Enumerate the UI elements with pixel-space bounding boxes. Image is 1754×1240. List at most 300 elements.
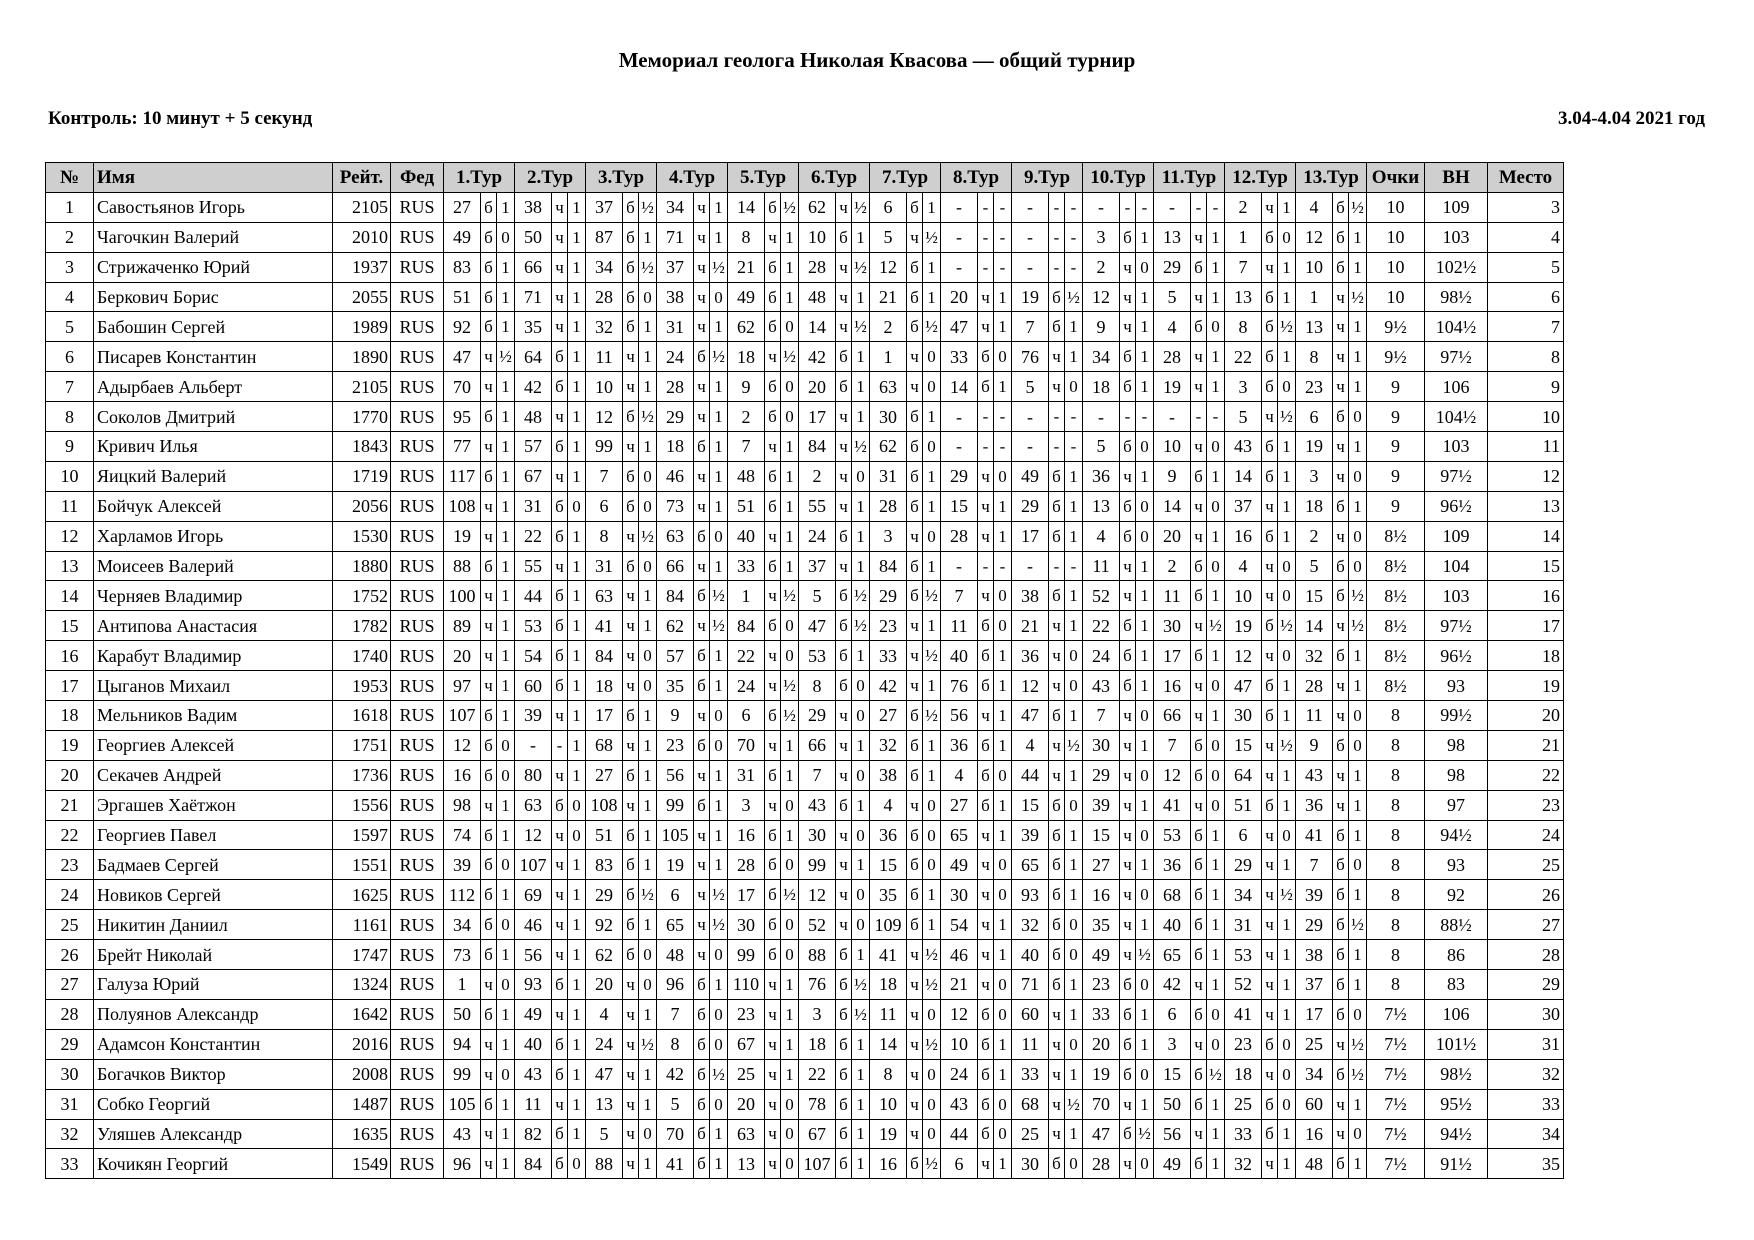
round-color: ч xyxy=(694,282,710,312)
round-color: ч xyxy=(1120,940,1136,970)
player-place: 12 xyxy=(1488,461,1564,491)
player-place: 34 xyxy=(1488,1119,1564,1149)
round-opponent: 105 xyxy=(444,1089,481,1119)
player-rating: 2105 xyxy=(333,372,391,402)
round-opponent: 33 xyxy=(1012,1059,1049,1089)
round-result: ½ xyxy=(710,342,728,372)
round-color: ч xyxy=(1333,312,1349,342)
round-opponent: 67 xyxy=(799,1119,836,1149)
round-result: 1 xyxy=(710,850,728,880)
round-color: б xyxy=(1262,372,1278,402)
player-number: 31 xyxy=(46,1089,94,1119)
round-color: б xyxy=(1049,850,1065,880)
round-opponent: 29 xyxy=(799,701,836,731)
round-opponent: 7 xyxy=(586,461,623,491)
round-color: б xyxy=(623,282,639,312)
round-color: ч xyxy=(1049,1029,1065,1059)
round-opponent: 6 xyxy=(586,491,623,521)
round-opponent: 23 xyxy=(728,999,765,1029)
round-result: 1 xyxy=(994,910,1012,940)
round-color: ч xyxy=(552,760,568,790)
round-color: ч xyxy=(1191,611,1207,641)
round-opponent: 24 xyxy=(799,521,836,551)
player-place: 27 xyxy=(1488,910,1564,940)
player-place: 8 xyxy=(1488,342,1564,372)
round-result: 1 xyxy=(568,581,586,611)
round-result: ½ xyxy=(1278,880,1296,910)
round-color: ч xyxy=(836,432,852,462)
round-opponent: 53 xyxy=(799,641,836,671)
round-result: 1 xyxy=(1136,850,1154,880)
round-result: 0 xyxy=(1065,910,1083,940)
round-opponent: 20 xyxy=(1083,1029,1120,1059)
round-color: б xyxy=(1049,521,1065,551)
round-color: ч xyxy=(1262,999,1278,1029)
round-result: - xyxy=(994,222,1012,252)
player-points: 7½ xyxy=(1367,1029,1425,1059)
player-bh: 97½ xyxy=(1425,461,1488,491)
round-opponent: 39 xyxy=(515,701,552,731)
table-row xyxy=(46,701,1564,731)
round-opponent: 40 xyxy=(728,521,765,551)
round-opponent: 12 xyxy=(870,252,907,282)
round-result: ½ xyxy=(923,1029,941,1059)
round-result: 1 xyxy=(639,1089,657,1119)
round-color: б xyxy=(623,850,639,880)
round-result: 0 xyxy=(1207,760,1225,790)
round-result: 1 xyxy=(781,282,799,312)
round-result: 0 xyxy=(1278,1089,1296,1119)
round-result: 1 xyxy=(1136,581,1154,611)
round-color: б xyxy=(1049,282,1065,312)
round-color: б xyxy=(552,970,568,1000)
round-color: б xyxy=(481,461,497,491)
round-opponent: 33 xyxy=(1225,1119,1262,1149)
player-points: 7½ xyxy=(1367,1149,1425,1179)
round-opponent: 63 xyxy=(657,521,694,551)
player-federation: RUS xyxy=(391,521,444,551)
standings-table xyxy=(45,162,1564,1179)
round-result: 0 xyxy=(1278,372,1296,402)
round-color: б xyxy=(1191,461,1207,491)
round-result: 1 xyxy=(710,461,728,491)
round-result: 1 xyxy=(497,521,515,551)
round-color: б xyxy=(1333,820,1349,850)
round-result: ½ xyxy=(1065,1089,1083,1119)
round-opponent: 67 xyxy=(728,1029,765,1059)
round-opponent: 94 xyxy=(444,1029,481,1059)
round-opponent: 107 xyxy=(799,1149,836,1179)
round-result: 1 xyxy=(710,222,728,252)
round-result: ½ xyxy=(852,581,870,611)
player-federation: RUS xyxy=(391,1059,444,1089)
player-bh: 91½ xyxy=(1425,1149,1488,1179)
round-result: 1 xyxy=(1136,641,1154,671)
round-opponent: - xyxy=(941,402,978,432)
round-result: 1 xyxy=(781,551,799,581)
player-bh: 103 xyxy=(1425,432,1488,462)
player-number: 6 xyxy=(46,342,94,372)
round-color: ч xyxy=(907,790,923,820)
round-opponent: 40 xyxy=(515,1029,552,1059)
player-name: Цыганов Михаил xyxy=(94,671,333,701)
round-opponent: 41 xyxy=(1296,820,1333,850)
round-result: 1 xyxy=(1278,432,1296,462)
round-color: ч xyxy=(1333,372,1349,402)
round-opponent: 68 xyxy=(586,730,623,760)
round-opponent: 34 xyxy=(1083,342,1120,372)
round-result: 1 xyxy=(1349,880,1367,910)
round-color: ч xyxy=(694,222,710,252)
round-color: б xyxy=(765,312,781,342)
round-color: ч xyxy=(1191,701,1207,731)
round-color: ч xyxy=(1333,611,1349,641)
player-points: 8½ xyxy=(1367,671,1425,701)
player-bh: 101½ xyxy=(1425,1029,1488,1059)
round-opponent: 18 xyxy=(1225,1059,1262,1089)
round-result: 1 xyxy=(639,432,657,462)
round-color: ч xyxy=(1262,491,1278,521)
round-color: б xyxy=(765,880,781,910)
round-result: 1 xyxy=(852,1059,870,1089)
round-result: 1 xyxy=(1207,850,1225,880)
round-color: б xyxy=(1191,910,1207,940)
round-color: б xyxy=(907,192,923,222)
round-color: ч xyxy=(1262,1059,1278,1089)
round-color: ч xyxy=(481,1029,497,1059)
round-result: 0 xyxy=(1065,790,1083,820)
round-color: б xyxy=(623,252,639,282)
round-result: 1 xyxy=(1065,970,1083,1000)
round-result: 1 xyxy=(568,850,586,880)
round-result: 1 xyxy=(1065,701,1083,731)
round-color: б xyxy=(481,940,497,970)
round-opponent: 2 xyxy=(799,461,836,491)
player-place: 35 xyxy=(1488,1149,1564,1179)
header-round: 5.Тур xyxy=(728,163,799,193)
round-color: ч xyxy=(1191,1029,1207,1059)
player-name: Антипова Анастасия xyxy=(94,611,333,641)
round-color: б xyxy=(1191,641,1207,671)
round-opponent: 20 xyxy=(941,282,978,312)
player-bh: 97½ xyxy=(1425,611,1488,641)
round-color: ч xyxy=(907,521,923,551)
round-result: 0 xyxy=(1207,671,1225,701)
round-result: ½ xyxy=(1278,611,1296,641)
round-color: ч xyxy=(836,252,852,282)
round-color: ч xyxy=(552,701,568,731)
round-opponent: - xyxy=(1012,222,1049,252)
round-result: 1 xyxy=(568,551,586,581)
round-result: 1 xyxy=(1349,970,1367,1000)
round-color: б xyxy=(694,1029,710,1059)
round-color: б xyxy=(1191,730,1207,760)
round-opponent: 51 xyxy=(586,820,623,850)
round-opponent: 19 xyxy=(1225,611,1262,641)
round-result: 1 xyxy=(497,432,515,462)
round-result: 0 xyxy=(568,790,586,820)
player-points: 10 xyxy=(1367,192,1425,222)
round-color: ч xyxy=(694,701,710,731)
round-opponent: 42 xyxy=(657,1059,694,1089)
round-color: ч xyxy=(552,1089,568,1119)
round-opponent: 38 xyxy=(515,192,552,222)
round-result: 1 xyxy=(568,1119,586,1149)
round-result: ½ xyxy=(1349,1059,1367,1089)
player-bh: 83 xyxy=(1425,970,1488,1000)
round-color: ч xyxy=(1262,252,1278,282)
player-bh: 109 xyxy=(1425,192,1488,222)
round-opponent: 16 xyxy=(1225,521,1262,551)
round-result: ½ xyxy=(923,222,941,252)
round-color: б xyxy=(1191,312,1207,342)
round-color: б xyxy=(765,282,781,312)
round-color: - xyxy=(978,222,994,252)
round-color: ч xyxy=(1191,491,1207,521)
round-opponent: 36 xyxy=(941,730,978,760)
player-rating: 2010 xyxy=(333,222,391,252)
round-result: 1 xyxy=(1207,521,1225,551)
round-color: ч xyxy=(1120,790,1136,820)
round-color: б xyxy=(1262,611,1278,641)
round-result: 1 xyxy=(994,282,1012,312)
round-opponent: 44 xyxy=(941,1119,978,1149)
round-result: 1 xyxy=(923,760,941,790)
round-result: 1 xyxy=(497,701,515,731)
round-color: б xyxy=(836,521,852,551)
player-points: 7½ xyxy=(1367,1059,1425,1089)
round-result: ½ xyxy=(710,581,728,611)
round-opponent: 97 xyxy=(444,671,481,701)
round-result: 0 xyxy=(781,641,799,671)
round-opponent: 30 xyxy=(1154,611,1191,641)
round-color: ч xyxy=(765,671,781,701)
round-result: 1 xyxy=(1278,760,1296,790)
round-opponent: 9 xyxy=(1083,312,1120,342)
round-result: 0 xyxy=(852,880,870,910)
round-opponent: 47 xyxy=(1083,1119,1120,1149)
round-opponent: 14 xyxy=(941,372,978,402)
round-opponent: 31 xyxy=(728,760,765,790)
header-round: 11.Тур xyxy=(1154,163,1225,193)
round-opponent: 13 xyxy=(1225,282,1262,312)
round-result: 1 xyxy=(781,432,799,462)
round-result: 1 xyxy=(568,970,586,1000)
round-color: ч xyxy=(1049,999,1065,1029)
round-color: б xyxy=(907,312,923,342)
round-color: ч xyxy=(694,491,710,521)
round-color: ч xyxy=(623,1029,639,1059)
round-result: - xyxy=(1065,222,1083,252)
round-color: б xyxy=(552,372,568,402)
round-result: 0 xyxy=(1136,491,1154,521)
round-result: 0 xyxy=(1278,1059,1296,1089)
round-opponent: 28 xyxy=(728,850,765,880)
round-color: ч xyxy=(978,581,994,611)
round-color: б xyxy=(836,641,852,671)
round-opponent: 27 xyxy=(1083,850,1120,880)
round-result: 0 xyxy=(1065,1029,1083,1059)
round-result: - xyxy=(1065,192,1083,222)
player-place: 20 xyxy=(1488,701,1564,731)
round-result: 1 xyxy=(923,910,941,940)
header-round: 4.Тур xyxy=(657,163,728,193)
header-round: 1.Тур xyxy=(444,163,515,193)
round-result: - xyxy=(1065,432,1083,462)
round-result: 1 xyxy=(1278,1119,1296,1149)
player-number: 10 xyxy=(46,461,94,491)
player-rating: 2056 xyxy=(333,491,391,521)
round-opponent: 74 xyxy=(444,820,481,850)
round-opponent: - xyxy=(1012,402,1049,432)
round-opponent: 13 xyxy=(1296,312,1333,342)
round-color: б xyxy=(836,1149,852,1179)
round-opponent: 30 xyxy=(799,820,836,850)
player-place: 3 xyxy=(1488,192,1564,222)
header-place: Место xyxy=(1488,163,1564,193)
player-points: 9 xyxy=(1367,432,1425,462)
round-opponent: 23 xyxy=(1083,970,1120,1000)
round-opponent: 40 xyxy=(1154,910,1191,940)
player-name: Карабут Владимир xyxy=(94,641,333,671)
round-result: 0 xyxy=(497,222,515,252)
round-result: ½ xyxy=(923,581,941,611)
player-points: 8 xyxy=(1367,701,1425,731)
player-federation: RUS xyxy=(391,1149,444,1179)
round-opponent: 24 xyxy=(728,671,765,701)
round-opponent: 30 xyxy=(870,402,907,432)
round-result: 1 xyxy=(497,551,515,581)
round-color: ч xyxy=(836,491,852,521)
player-bh: 97 xyxy=(1425,790,1488,820)
round-result: 1 xyxy=(1207,581,1225,611)
round-color: ч xyxy=(1191,342,1207,372)
round-result: 0 xyxy=(923,1119,941,1149)
round-opponent: 3 xyxy=(1296,461,1333,491)
round-color: б xyxy=(978,790,994,820)
round-result: 1 xyxy=(1207,880,1225,910)
round-opponent: 6 xyxy=(657,880,694,910)
round-result: 0 xyxy=(852,461,870,491)
player-place: 29 xyxy=(1488,970,1564,1000)
round-result: 1 xyxy=(1349,342,1367,372)
round-opponent: 67 xyxy=(515,461,552,491)
round-result: 1 xyxy=(852,372,870,402)
player-name: Адырбаев Альберт xyxy=(94,372,333,402)
player-federation: RUS xyxy=(391,970,444,1000)
round-result: 1 xyxy=(923,671,941,701)
player-federation: RUS xyxy=(391,820,444,850)
round-color: ч xyxy=(978,940,994,970)
round-color: б xyxy=(623,701,639,731)
round-opponent: 6 xyxy=(1154,999,1191,1029)
round-opponent: 42 xyxy=(870,671,907,701)
header-rating: Рейт. xyxy=(333,163,391,193)
round-color: б xyxy=(1262,432,1278,462)
player-rating: 1937 xyxy=(333,252,391,282)
header-round: 10.Тур xyxy=(1083,163,1154,193)
round-color: б xyxy=(836,581,852,611)
round-opponent: 6 xyxy=(1225,820,1262,850)
round-opponent: 25 xyxy=(1225,1089,1262,1119)
round-result: 0 xyxy=(923,432,941,462)
round-color: б xyxy=(1262,222,1278,252)
round-result: 0 xyxy=(1065,372,1083,402)
table-row xyxy=(46,342,1564,372)
round-opponent: 84 xyxy=(728,611,765,641)
round-color: б xyxy=(1191,850,1207,880)
round-color: ч xyxy=(765,521,781,551)
round-color: б xyxy=(1191,252,1207,282)
round-opponent: 28 xyxy=(1154,342,1191,372)
player-number: 21 xyxy=(46,790,94,820)
player-bh: 103 xyxy=(1425,222,1488,252)
round-color: - xyxy=(978,551,994,581)
player-federation: RUS xyxy=(391,461,444,491)
player-place: 22 xyxy=(1488,760,1564,790)
player-number: 22 xyxy=(46,820,94,850)
round-opponent: 20 xyxy=(586,970,623,1000)
round-opponent: 64 xyxy=(1225,760,1262,790)
round-color: б xyxy=(1262,342,1278,372)
round-opponent: 3 xyxy=(1083,222,1120,252)
player-rating: 1953 xyxy=(333,671,391,701)
round-result: 0 xyxy=(1136,252,1154,282)
round-opponent: 57 xyxy=(657,641,694,671)
round-color: б xyxy=(623,910,639,940)
table-row xyxy=(46,461,1564,491)
round-result: - xyxy=(994,402,1012,432)
player-points: 9 xyxy=(1367,461,1425,491)
round-result: 1 xyxy=(568,282,586,312)
header-num: № xyxy=(46,163,94,193)
round-opponent: 49 xyxy=(1154,1149,1191,1179)
round-opponent: 39 xyxy=(444,850,481,880)
player-rating: 1597 xyxy=(333,820,391,850)
player-rating: 1989 xyxy=(333,312,391,342)
table-row xyxy=(46,790,1564,820)
player-place: 10 xyxy=(1488,402,1564,432)
round-color: б xyxy=(907,282,923,312)
round-color: ч xyxy=(694,551,710,581)
round-color: б xyxy=(1333,581,1349,611)
round-opponent: 43 xyxy=(444,1119,481,1149)
round-opponent: 78 xyxy=(799,1089,836,1119)
round-result: 0 xyxy=(710,1029,728,1059)
round-opponent: 49 xyxy=(728,282,765,312)
round-color: б xyxy=(765,820,781,850)
round-color: ч xyxy=(1262,1149,1278,1179)
round-color: б xyxy=(1049,1149,1065,1179)
round-result: 0 xyxy=(781,611,799,641)
round-color: б xyxy=(836,372,852,402)
round-opponent: 14 xyxy=(728,192,765,222)
round-color: б xyxy=(1333,730,1349,760)
round-opponent: 77 xyxy=(444,432,481,462)
round-color: ч xyxy=(1191,282,1207,312)
round-result: ½ xyxy=(639,880,657,910)
round-color: ч xyxy=(1262,581,1278,611)
round-color: б xyxy=(1262,701,1278,731)
round-result: ½ xyxy=(852,252,870,282)
table-row xyxy=(46,1119,1564,1149)
round-color: б xyxy=(1191,820,1207,850)
round-result: ½ xyxy=(497,342,515,372)
player-points: 7½ xyxy=(1367,999,1425,1029)
round-result: 1 xyxy=(1278,491,1296,521)
round-opponent: 7 xyxy=(799,760,836,790)
player-points: 9½ xyxy=(1367,312,1425,342)
